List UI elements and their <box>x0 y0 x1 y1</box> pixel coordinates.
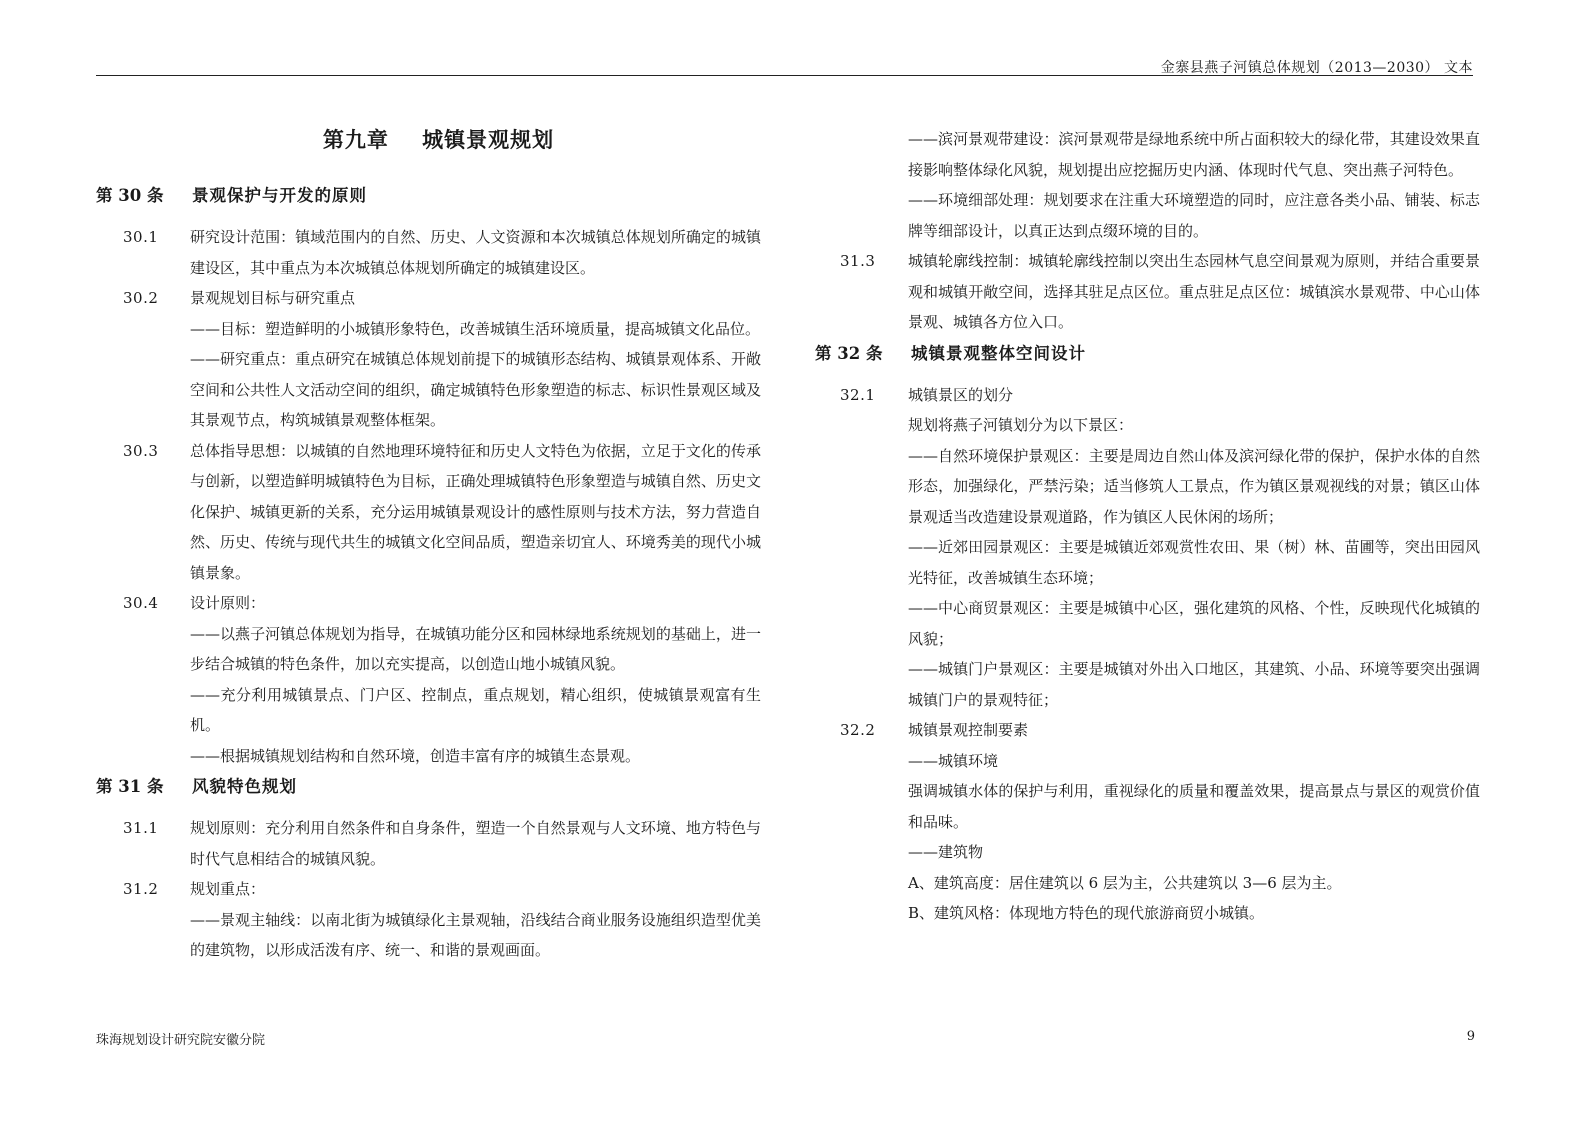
section-31-3 <box>815 246 1480 338</box>
section-32-2 <box>815 715 1480 929</box>
paragraph: ——中心商贸景观区：主要是城镇中心区，强化建筑的风格、个性，反映现代化城镇的风貌； <box>908 599 1480 648</box>
left-column <box>96 118 761 966</box>
section-number: 30.2 <box>123 289 159 307</box>
right-column <box>815 124 1480 929</box>
article-32-heading <box>815 342 1480 366</box>
paragraph: 研究设计范围：镇域范围内的自然、历史、人文资源和本次城镇总体规划所确定的城镇建设区，其中重点为本次城镇总体规划所确定的城镇建设区。 <box>190 228 761 277</box>
paragraph: ——环境细部处理：规划要求在注重大环境塑造的同时，应注意各类小品、铺装、标志牌等细部设计，以真正达到点缀环境的目的。 <box>908 191 1480 240</box>
footer-organization: 珠海规划设计研究院安徽分院 <box>96 1033 266 1048</box>
paragraph: ——目标：塑造鲜明的小城镇形象特色，改善城镇生活环境质量，提高城镇文化品位。 <box>190 319 761 338</box>
section-number: 32.2 <box>840 721 876 739</box>
article-number: 第 32 条 <box>815 343 883 363</box>
paragraph: ——滨河景观带建设：滨河景观带是绿地系统中所占面积较大的绿化带，其建设效果直接影响整体绿化风貌，规划提出应挖掘历史内涵、体现时代气息、突出燕子河特色。 <box>908 130 1480 179</box>
paragraph: 规划原则：充分利用自然条件和自身条件，塑造一个自然景观与人文环境、地方特色与时代气息相结合的城镇风貌。 <box>190 819 761 868</box>
document-header-title: 金寨县燕子河镇总体规划（2013—2030） 文本 <box>1160 60 1473 76</box>
section-30-1 <box>96 222 761 283</box>
paragraph: 景观规划目标与研究重点 <box>190 289 356 307</box>
article-30-heading <box>96 184 761 208</box>
paragraph: ——自然环境保护景观区：主要是周边自然山体及滨河绿化带的保护，保护水体的自然形态，加强绿化，严禁污染；适当修筑人工景点，作为镇区景观视线的对景；镇区山体景观适当改造建设景观道路，作为镇区人民休闲的场所； <box>908 446 1480 526</box>
section-31-2 <box>96 874 761 966</box>
paragraph: ——城镇门户景观区：主要是城镇对外出入口地区，其建筑、小品、环境等要突出强调城镇门户的景观特征； <box>908 660 1480 709</box>
paragraph: ——建筑物 <box>908 843 984 861</box>
section-number: 30.4 <box>123 594 159 612</box>
paragraph: B、建筑风格：体现地方特色的现代旅游商贸小城镇。 <box>908 904 1265 922</box>
section-30-4 <box>96 588 761 771</box>
paragraph: 城镇景观控制要素 <box>908 721 1029 739</box>
section-number: 32.1 <box>840 385 876 404</box>
paragraph: 城镇轮廓线控制：城镇轮廓线控制以突出生态园林气息空间景观为原则，并结合重要景观和城镇开敞空间，选择其驻足点区位。重点驻足点区位：城镇滨水景观带、中心山体景观、城镇各方位入口。 <box>908 252 1480 331</box>
article-title: 城镇景观整体空间设计 <box>911 343 1086 363</box>
paragraph: 总体指导思想：以城镇的自然地理环境特征和历史人文特色为依据，立足于文化的传承与创新，以塑造鲜明城镇特色为目标，正确处理城镇特色形象塑造与城镇自然、历史文化保护、城镇更新的关系，充分运用城镇景观设计的感性原则与技术方法，努力营造自然、历史、传统与现代共生的城镇文化空间品质，塑造亲切宜人、环境秀美的现代小城镇景象。 <box>190 441 761 582</box>
paragraph: 设计原则： <box>190 594 266 612</box>
section-number: 31.2 <box>123 880 159 898</box>
header-divider <box>96 75 1473 76</box>
paragraph: ——以燕子河镇总体规划为指导，在城镇功能分区和园林绿地系统规划的基础上，进一步结合城镇的特色条件，加以充实提高，以创造山地小城镇风貌。 <box>190 624 761 673</box>
paragraph: ——景观主轴线：以南北街为城镇绿化主景观轴，沿线结合商业服务设施组织造型优美的建筑物，以形成活泼有序、统一、和谐的景观画面。 <box>190 910 761 959</box>
paragraph: 强调城镇水体的保护与利用，重视绿化的质量和覆盖效果，提高景点与景区的观赏价值和品味。 <box>908 782 1480 831</box>
paragraph: ——城镇环境 <box>908 751 999 770</box>
article-31-heading <box>96 775 761 799</box>
paragraph: ——研究重点：重点研究在城镇总体规划前提下的城镇形态结构、城镇景观体系、开敞空间和公共性人文活动空间的组织，确定城镇特色形象塑造的标志、标识性景观区域及其景观节点，构筑城镇景观整体框架。 <box>190 350 761 429</box>
section-number: 30.1 <box>123 228 159 246</box>
article-number: 第 31 条 <box>96 777 164 796</box>
paragraph: 城镇景区的划分 <box>908 385 1014 404</box>
paragraph: ——充分利用城镇景点、门户区、控制点，重点规划，精心组织，使城镇景观富有生机。 <box>190 685 761 734</box>
section-number: 31.3 <box>840 252 876 270</box>
article-number: 第 30 条 <box>96 186 164 205</box>
section-number: 30.3 <box>123 441 159 460</box>
paragraph: 规划将燕子河镇划分为以下景区： <box>908 416 1134 434</box>
section-32-1 <box>815 380 1480 716</box>
section-31-1 <box>96 813 761 874</box>
article-title: 景观保护与开发的原则 <box>192 186 367 205</box>
page-number: 9 <box>1466 1029 1475 1044</box>
chapter-title: 第九章 城镇景观规划 <box>322 127 555 152</box>
article-title: 风貌特色规划 <box>192 777 297 796</box>
section-30-2 <box>96 283 761 436</box>
paragraph: ——近郊田园景观区：主要是城镇近郊观赏性农田、果（树）林、苗圃等，突出田园风光特征，改善城镇生态环境； <box>908 538 1480 587</box>
paragraph: 规划重点： <box>190 880 266 898</box>
paragraph: A、建筑高度：居住建筑以 6 层为主，公共建筑以 3—6 层为主。 <box>908 873 1342 892</box>
section-30-3 <box>96 436 761 589</box>
section-31-2-continued <box>815 124 1480 246</box>
paragraph: ——根据城镇规划结构和自然环境，创造丰富有序的城镇生态景观。 <box>190 746 641 765</box>
section-number: 31.1 <box>123 819 159 837</box>
